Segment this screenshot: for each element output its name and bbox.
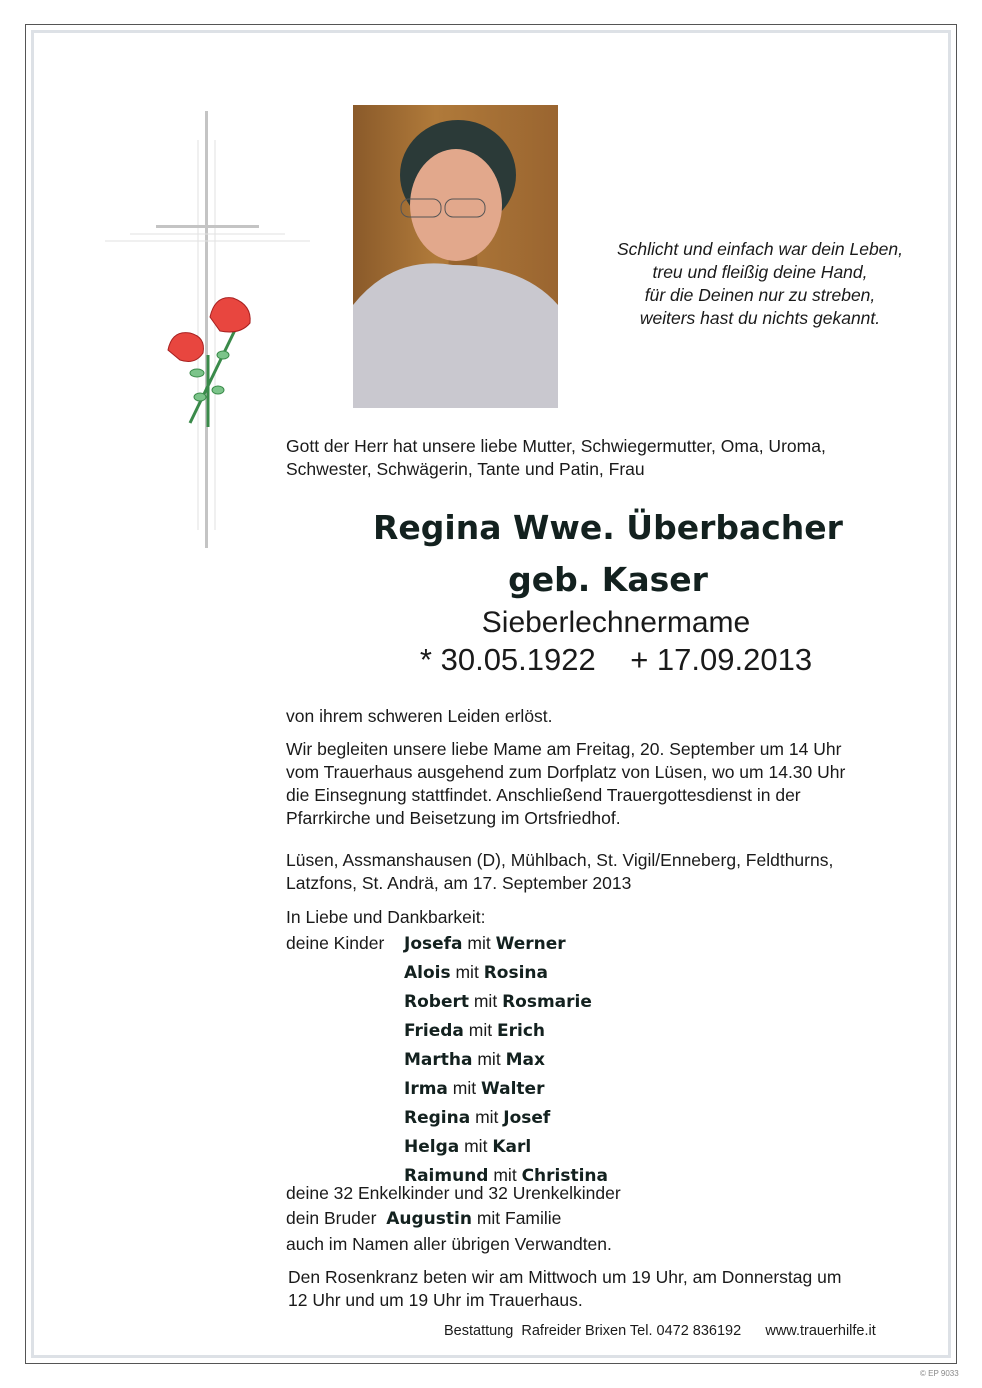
website-link[interactable]: www.trauerhilfe.it [765, 1323, 876, 1339]
child-entry [404, 987, 608, 1016]
child-name: Helga [404, 1137, 460, 1157]
released-text: von ihrem schweren Leiden erlöst. [286, 706, 553, 726]
child-name: Raimund [404, 1166, 489, 1186]
maiden-name: geb. Kaser [508, 560, 708, 599]
child-entry [404, 1132, 608, 1161]
child-name: Robert [404, 992, 469, 1012]
mit-word: mit [467, 933, 491, 953]
print-code: © EP 9033 [920, 1369, 959, 1378]
brother-prefix: dein Bruder [286, 1208, 377, 1228]
child-entry [404, 929, 608, 958]
children-prefix: deine Kinder [286, 933, 385, 953]
family-text [286, 1181, 621, 1257]
child-name: Regina [404, 1108, 471, 1128]
child-entry [404, 1074, 608, 1103]
child-name: Martha [404, 1050, 473, 1070]
life-dates [316, 642, 916, 678]
poem-line: für die Deinen nur zu streben, [644, 285, 876, 305]
child-name: Alois [404, 963, 451, 983]
funeral-line: die Einsegnung stattfindet. Anschließend Trauergottesdienst in der [286, 785, 801, 805]
funeral-home: Bestattung Rafreider Brixen Tel. 0472 836192 [444, 1323, 742, 1339]
brother-name: Augustin [386, 1209, 472, 1229]
partner-name: Rosmarie [502, 992, 592, 1012]
partner-name: Josef [503, 1108, 551, 1128]
brother-line [286, 1206, 621, 1232]
rosary-line: 12 Uhr und um 19 Uhr im Trauerhaus. [288, 1290, 583, 1310]
funeral-line: vom Trauerhaus ausgehend zum Dorfplatz von Lüsen, wo um 14.30 Uhr [286, 762, 846, 782]
places-text [286, 849, 833, 895]
mit-word: mit [477, 1049, 501, 1069]
intro-line: Schwester, Schwägerin, Tante und Patin, Frau [286, 459, 645, 479]
mit-word: mit [493, 1165, 517, 1185]
mit-word: mit [473, 991, 498, 1011]
mit-word: mit [464, 1136, 488, 1156]
grandchildren-line: deine 32 Enkelkinder und 32 Urenkelkinder [286, 1183, 621, 1203]
child-entry [404, 958, 608, 987]
funeral-line: Wir begleiten unsere liebe Mame am Freitag, 20. September um 14 Uhr [286, 739, 842, 759]
children-list [404, 929, 608, 1190]
poem-line: treu und fleißig deine Hand, [652, 262, 868, 282]
deceased-name: Regina Wwe. Überbacher [373, 508, 843, 547]
rosary-line: Den Rosenkranz beten wir am Mittwoch um 19 Uhr, am Donnerstag um [288, 1267, 842, 1287]
partner-name: Max [505, 1050, 545, 1070]
child-entry [404, 1045, 608, 1074]
child-name: Frieda [404, 1021, 464, 1041]
partner-name: Christina [521, 1166, 608, 1186]
partner-name: Erich [497, 1021, 546, 1041]
child-name: Irma [404, 1079, 448, 1099]
partner-name: Rosina [483, 963, 548, 983]
poem-line: Schlicht und einfach war dein Leben, [616, 239, 904, 259]
portrait-image [353, 105, 558, 408]
funeral-line: Pfarrkirche und Beisetzung im Ortsfriedhof. [286, 808, 621, 828]
intro-line: Gott der Herr hat unsere liebe Mutter, Schwiegermutter, Oma, Uroma, [286, 436, 826, 456]
funeral-text [286, 738, 845, 830]
portrait-photo [353, 105, 558, 408]
death-date: + 17.09.2013 [630, 642, 813, 677]
poem-line: weiters hast du nichts gekannt. [639, 308, 881, 328]
partner-name: Walter [480, 1079, 545, 1099]
footer [444, 1323, 876, 1339]
brother-suffix: mit Familie [476, 1208, 562, 1228]
mit-word: mit [455, 962, 479, 982]
relatives-line: auch im Namen aller übrigen Verwandten. [286, 1234, 612, 1254]
places-line: Lüsen, Assmanshausen (D), Mühlbach, St. Vigil/Enneberg, Feldthurns, [286, 850, 834, 870]
mit-word: mit [475, 1107, 499, 1127]
mit-word: mit [468, 1020, 493, 1040]
mit-word: mit [452, 1078, 477, 1098]
house-name: Sieberlechnermame [481, 606, 751, 639]
love-text: In Liebe und Dankbarkeit: [286, 907, 486, 927]
intro-text [286, 435, 826, 481]
partner-name: Werner [495, 934, 566, 954]
cross-with-roses-icon [100, 105, 315, 555]
child-entry [404, 1103, 608, 1132]
partner-name: Karl [492, 1137, 532, 1157]
poem [590, 238, 930, 330]
child-entry [404, 1016, 608, 1045]
child-name: Josefa [404, 934, 463, 954]
birth-date: * 30.05.1922 [419, 642, 596, 677]
places-line: Latzfons, St. Andrä, am 17. September 2013 [286, 873, 632, 893]
rosary-text [288, 1266, 841, 1312]
